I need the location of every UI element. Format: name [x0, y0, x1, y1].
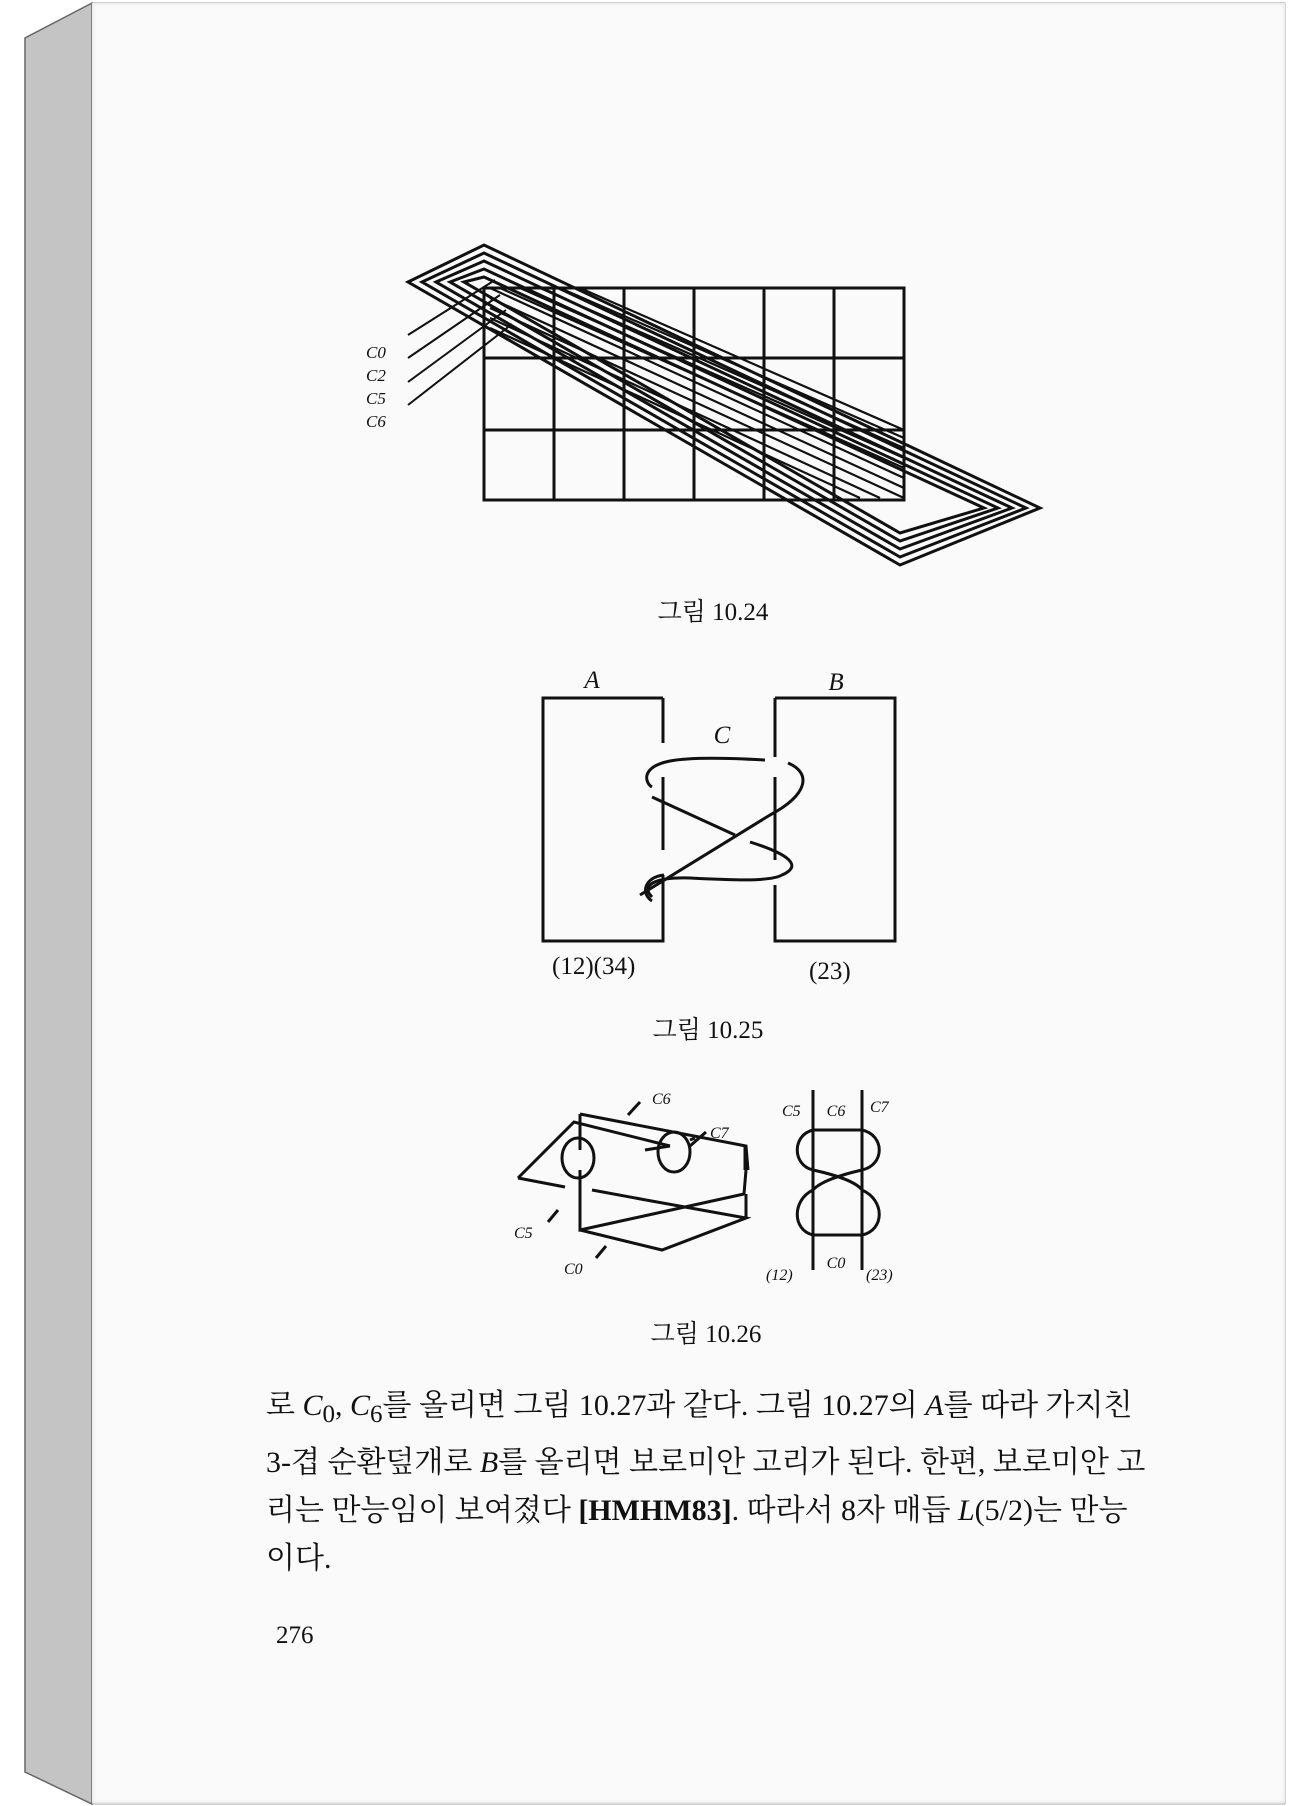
label-c2: C2 — [366, 366, 386, 385]
var-b: B — [479, 1446, 499, 1479]
label-c0: C0 — [366, 343, 386, 362]
var-c: C — [302, 1389, 323, 1422]
body-line-3 — [266, 1487, 1156, 1535]
label-b: B — [828, 669, 844, 696]
body-line-1 — [266, 1382, 1156, 1439]
figure-10-25 — [540, 665, 900, 985]
figure-10-26-drawing — [510, 1090, 930, 1290]
label-c0-right: C0 — [826, 1255, 846, 1272]
label-c6-left: C6 — [652, 1091, 671, 1108]
figure-10-25-drawing — [540, 665, 900, 985]
page-number: 276 — [276, 1622, 314, 1649]
text-run: 3-겹 순환덮개로 — [266, 1446, 480, 1479]
perm-23-right: (23) — [866, 1267, 893, 1284]
figure-10-26 — [510, 1090, 930, 1290]
citation: [HMHM83] — [578, 1494, 732, 1527]
text-run: (5/2)는 만능 — [974, 1494, 1128, 1527]
label-c: C — [713, 722, 731, 749]
perm-left: (12)(34) — [552, 953, 636, 980]
label-c5: C5 — [366, 389, 386, 408]
subscript: 0 — [322, 1401, 335, 1428]
perm-12-right: (12) — [766, 1267, 793, 1284]
text-run: 리는 만능임이 보여졌다 — [266, 1494, 579, 1527]
var-c: C — [350, 1389, 371, 1422]
label-c7-right: C7 — [870, 1099, 889, 1116]
text-run: 를 올리면 보로미안 고리가 된다. 한편, 보로미안 고 — [498, 1446, 1146, 1479]
text-run: , — [335, 1389, 350, 1422]
caption-10-26: 그림 10.26 — [650, 1321, 762, 1348]
caption-10-25: 그림 10.25 — [652, 1017, 764, 1044]
label-c7-left: C7 — [710, 1125, 729, 1142]
body-paragraph — [266, 1382, 1156, 1583]
var-a: A — [925, 1389, 944, 1422]
body-line-4: 이다. — [266, 1542, 332, 1575]
text-run: 로 — [266, 1389, 303, 1422]
var-l: L — [957, 1494, 975, 1527]
label-c0-left: C0 — [564, 1261, 583, 1278]
label-a: A — [584, 667, 600, 694]
label-c6-right: C6 — [826, 1103, 846, 1120]
body-line-2 — [266, 1439, 1156, 1487]
figure-10-24-drawing — [400, 240, 1050, 570]
label-c6: C6 — [366, 412, 386, 431]
perm-right: (23) — [809, 958, 851, 985]
figure-10-24 — [366, 240, 1050, 570]
text-run: 를 올리면 그림 10.27과 같다. 그림 10.27의 — [382, 1389, 926, 1422]
label-c5-right: C5 — [782, 1103, 801, 1120]
text-run: . 따라서 8자 매듭 — [731, 1494, 958, 1527]
subscript: 6 — [370, 1401, 383, 1428]
text-run: 를 따라 가지친 — [943, 1389, 1133, 1422]
caption-10-24: 그림 10.24 — [657, 599, 769, 626]
label-c5-left: C5 — [514, 1225, 533, 1242]
